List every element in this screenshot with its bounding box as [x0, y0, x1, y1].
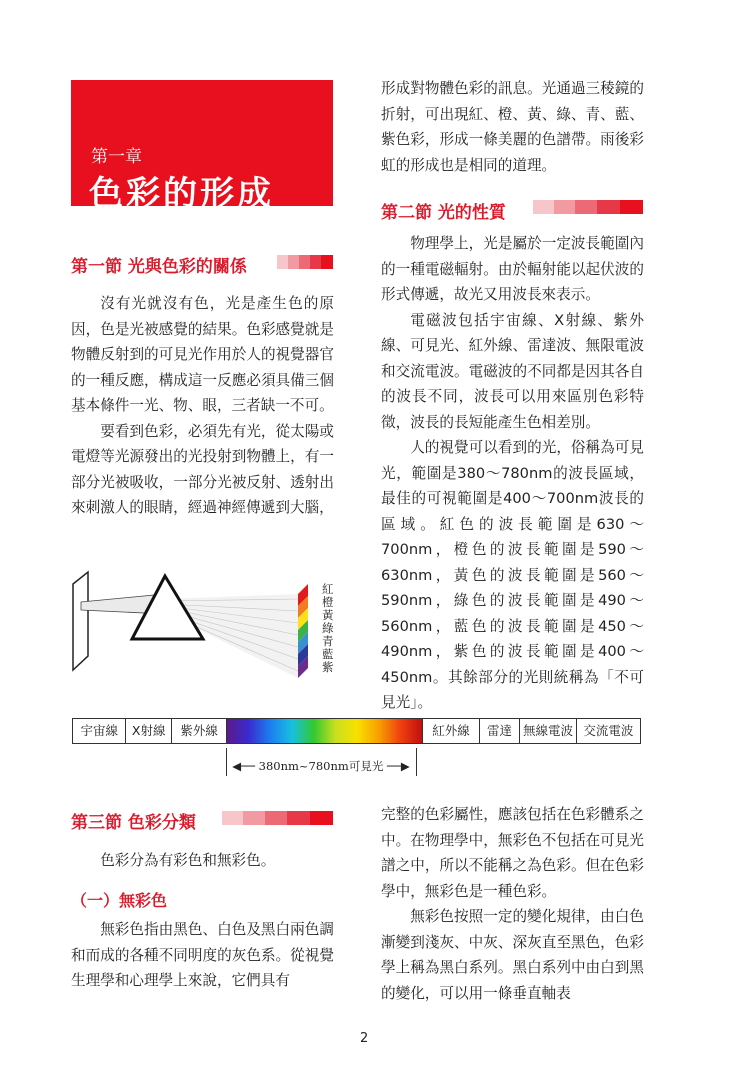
section3-subheading: （一）無彩色: [71, 891, 168, 910]
prism-label: 青: [322, 634, 334, 648]
section2-body: [381, 231, 644, 716]
chapter-title: 色彩的形成: [89, 174, 274, 214]
section2-heading-bar: [533, 200, 643, 214]
section3-continued: [381, 802, 644, 1006]
visible-range-caption: [232, 758, 410, 774]
section2-para1: 物理學上，光是屬於一定波長範圍內的一種電磁輻射。由於輻射能以起伏波的形式傳遞，故光又用波長來表示。: [381, 235, 644, 303]
prism-label: 藍: [322, 647, 334, 661]
spectrum-cell: 交流電波: [583, 723, 634, 738]
section3-para3: 無彩色按照一定的變化規律，由白色漸變到淺灰、中灰、深灰直至黑色，色彩學上稱為黑白系列。黑白系列中由白到黑的變化，可以用一條垂直軸表: [381, 908, 644, 1002]
spectrum-band: [298, 584, 308, 678]
section1-para1: 沒有光就沒有色，光是產生色的原因，色是光被感覺的結果。色彩感覺就是物體反射到的可見光作用於人的視覺器官的一種反應，構成這一反應必須具備三個基本條件一光、物、眼，三者缺一不可。: [71, 295, 334, 414]
section3-para2: 無彩色指由黑色、白色及黑白兩色調和而成的各種不同明度的灰色系。從視覺生理學和心理學上來說，它們具有: [71, 921, 334, 989]
range-marker-left: [226, 748, 227, 776]
section3-heading: 第三節 色彩分類: [71, 813, 196, 833]
section1-heading: 第一節 光與色彩的關係: [71, 257, 247, 277]
prism-label: 紫: [322, 660, 334, 674]
chapter-label: 第一章: [91, 147, 142, 167]
right-arrow-icon: ──▶: [386, 759, 410, 773]
range-marker-right: [416, 748, 417, 776]
section3-body-2: [71, 917, 334, 994]
section1-heading-bar: [277, 255, 333, 269]
spectrum-cell: 雷達: [480, 719, 521, 743]
section1-body: [71, 291, 334, 521]
section1-para2: 要看到色彩，必須先有光，從太陽或電燈等光源發出的光投射到物體上，有一部分光被吸收，一部分光被反射、透射出來刺激人的眼睛，經過神經傳遞到大腦，: [71, 422, 334, 516]
spectrum-cell: 宇宙線: [73, 719, 126, 743]
light-screen: [73, 572, 88, 670]
section2-heading: 第二節 光的性質: [381, 203, 506, 223]
spectrum-cell: 無線電波: [520, 719, 576, 743]
prism-label: 橙: [322, 595, 334, 609]
section3-body: [71, 848, 334, 874]
spectrum-cell: 紫外線: [172, 719, 227, 743]
left-arrow-icon: ◀──: [232, 759, 255, 773]
electromagnetic-spectrum: [72, 718, 641, 744]
prism-label: 黃: [322, 608, 334, 622]
page-number: 2: [360, 1031, 369, 1046]
section3-heading-bar: [222, 811, 333, 825]
spectrum-cell: 紅外線: [423, 719, 479, 743]
chapter-banner: [71, 80, 333, 214]
prism-color-labels: [322, 583, 336, 674]
section1-continued-para: 形成對物體色彩的訊息。光通過三稜鏡的折射，可出現紅、橙、黃、綠、青、藍、紫色彩，形成一條美麗的色譜帶。雨後彩虹的形成也是相同的道理。: [381, 80, 644, 174]
caption-text: 380nm~780nm可見光: [258, 759, 384, 773]
prism-label: 綠: [322, 621, 334, 635]
prism-label: 紅: [322, 582, 334, 596]
section3-continued-para: 完整的色彩屬性，應該包括在色彩體系之中。在物理學中，無彩色不包括在可見光譜之中，所以不能稱之為色彩。但在色彩學中，無彩色是一種色彩。: [381, 806, 644, 900]
section2-para2: 電磁波包括宇宙線、X射線、紫外線、可見光、紅外線、雷達波、無限電波和交流電波。電磁波的不同都是因其各自的波長不同，波長可以用來區別色彩特徵，波長的長短能產生色相差別。: [381, 311, 644, 431]
section2-para3: 人的視覺可以看到的光，俗稱為可見光，範圍是380～780nm的波長區域，最佳的可視範圍是400～700nm波長的區域。紅色的波長範圍是630～700nm，橙色的波長範圍是590～630nm，黃色的波長範圍是560～590nm，綠色的波長範圍是490～560nm，藍色的波長範圍是450～490nm，紫色的波長範圍是400～450nm。其餘部分的光則統稱為「不可見光」。: [381, 439, 644, 711]
section3-para1: 色彩分為有彩色和無彩色。: [100, 852, 276, 869]
visible-spectrum-gradient: [227, 719, 423, 743]
section1-continued: [381, 76, 644, 178]
prism-diagram: [70, 566, 330, 686]
spectrum-cell: X射線: [126, 719, 172, 743]
